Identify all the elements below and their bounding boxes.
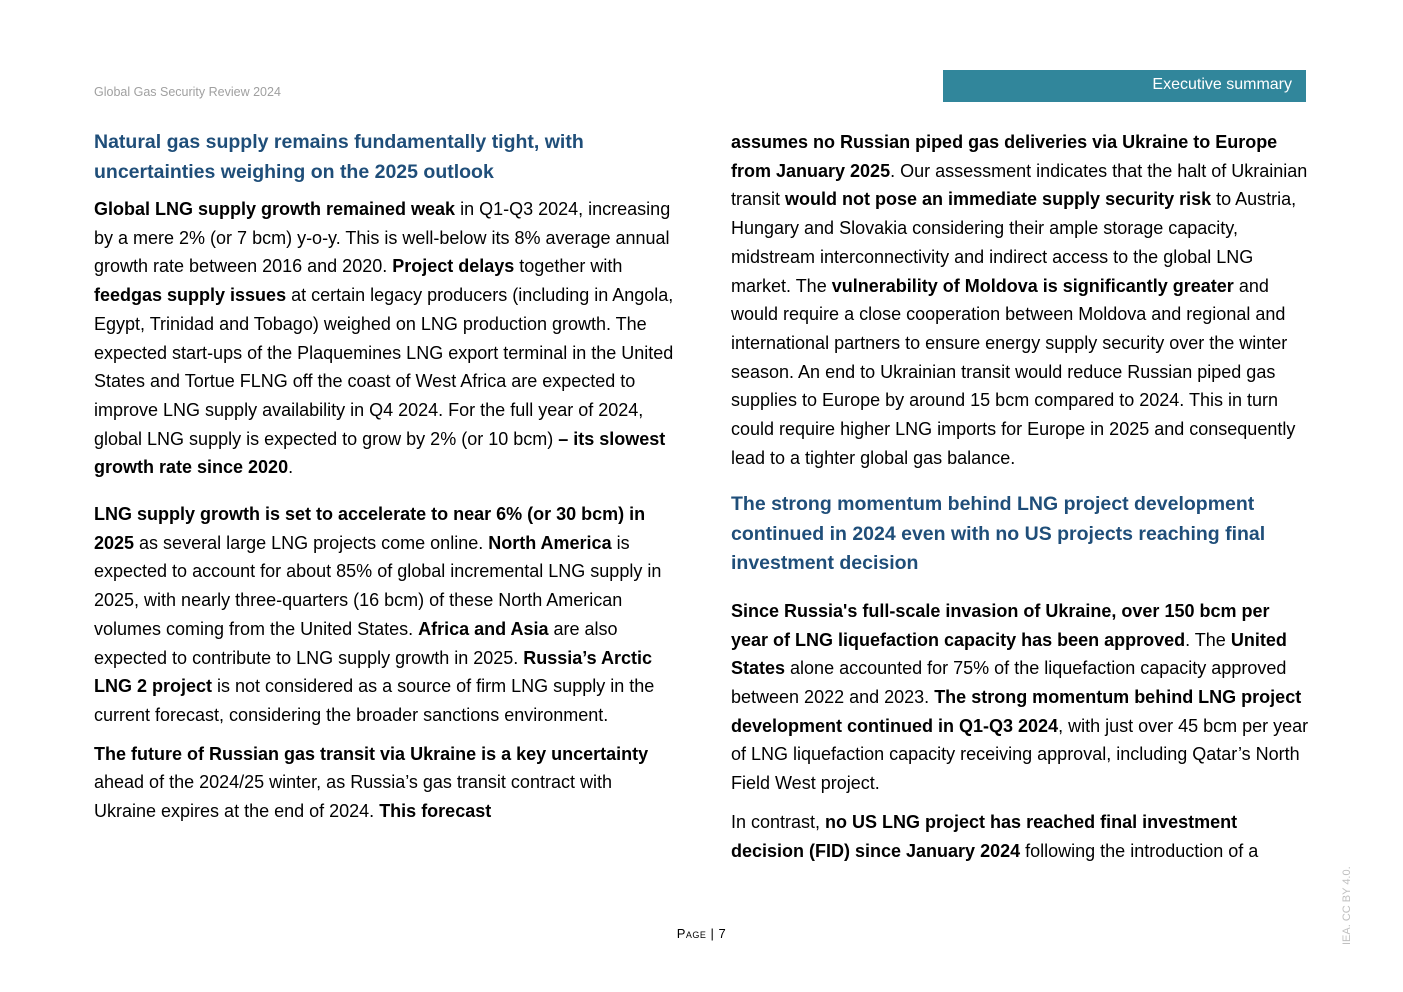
- bold-text: United States: [731, 629, 1287, 679]
- bold-text: Project delays: [392, 256, 515, 277]
- body-text: at certain legacy producers (including in Angola, Egypt, Trinidad and Tobago) weighed on LNG production growth. The expected start-ups of the Plaquemines LNG export terminal in the United States and Tortue FLNG off the coast of West Africa are expected to improve LNG supply availability in Q4 2024. For the full year of 2024, global LNG supply is expected to grow by 2% (or 10 bcm): [94, 285, 674, 449]
- body-text: is expected to account for about 85% of global incremental LNG supply in 2025, with nearly three-quarters (16 bcm) of these North American volumes coming from the United States.: [94, 532, 662, 639]
- left-column: [94, 128, 674, 836]
- bold-text: feedgas supply issues: [94, 285, 287, 306]
- page-number: 7: [718, 926, 727, 941]
- paragraph-liquefaction-capacity: [731, 597, 1311, 798]
- page-label: Page: [676, 926, 707, 941]
- bold-text: This forecast: [379, 801, 492, 822]
- license-note: IEA. CC BY 4.0.: [1341, 866, 1353, 945]
- body-text: alone accounted for 75% of the liquefaction capacity approved between 2022 and 2023.: [731, 658, 1287, 708]
- body-text: . Our assessment indicates that the halt of Ukrainian transit: [731, 160, 1308, 210]
- bold-text: Africa and Asia: [418, 618, 549, 639]
- bold-text: Since Russia's full-scale invasion of Ukraine, over 150 bcm per year of LNG liquefaction capacity has been approved: [731, 600, 1270, 650]
- paragraph-ukraine-transit: [94, 740, 674, 826]
- paragraph-lng-supply-2024: [94, 195, 674, 482]
- bold-text: assumes no Russian piped gas deliveries via Ukraine to Europe from January 2025: [731, 132, 1278, 181]
- page-footer: [0, 926, 1403, 941]
- section-heading: Natural gas supply remains fundamentally tight, with uncertainties weighing on the 2025 outlook: [94, 131, 584, 183]
- bold-text: Russia’s Arctic LNG 2 project: [94, 647, 652, 697]
- body-text: , with just over 45 bcm per year of LNG liquefaction capacity receiving approval, including Qatar’s North Field West project.: [731, 715, 1309, 794]
- section-banner: Executive summary: [943, 70, 1306, 102]
- bold-text: vulnerability of Moldova is significantly greater: [831, 275, 1234, 296]
- body-text: together with: [514, 256, 623, 277]
- body-text: and would require a close cooperation between Moldova and regional and international partners to ensure energy supply security over the winter season. An end to Ukrainian transit would reduce Russian piped gas supplies to Europe by around 15 bcm compared to 2024. This in turn could require higher LNG imports for Europe in 2025 and consequently lead to a tighter global gas balance.: [731, 275, 1296, 468]
- bold-text: no US LNG project has reached final investment decision (FID) since January 2024: [731, 811, 1238, 861]
- body-text: are also expected to contribute to LNG supply growth in 2025.: [94, 618, 618, 668]
- paragraph-us-fid: [731, 808, 1311, 865]
- body-text: In contrast,: [731, 811, 826, 832]
- body-text: is not considered as a source of firm LNG supply in the current forecast, considering the broader sanctions environment.: [94, 676, 655, 725]
- right-column: [731, 128, 1311, 875]
- body-text: as several large LNG projects come online.: [134, 532, 489, 553]
- publication-title: Global Gas Security Review 2024: [94, 85, 281, 99]
- bold-text: Global LNG supply growth remained weak: [94, 199, 456, 219]
- body-text: ahead of the 2024/25 winter, as Russia’s gas transit contract with Ukraine expires at the end of 2024.: [94, 772, 612, 822]
- body-text: in Q1-Q3 2024, increasing by a mere 2% (or 7 bcm) y-o-y. This is well-below its 8% average annual growth rate between 2016 and 2020.: [94, 199, 671, 277]
- body-text: .: [288, 457, 294, 478]
- paragraph-lng-supply-2025: [94, 500, 674, 730]
- bold-text: LNG supply growth is set to accelerate to near 6% (or 30 bcm) in 2025: [94, 504, 646, 553]
- bold-text: – its slowest growth rate since 2020: [94, 428, 666, 478]
- body-text: . The: [1185, 629, 1231, 650]
- bold-text: The strong momentum behind LNG project development continued in Q1-Q3 2024: [731, 687, 1302, 736]
- bold-text: North America: [488, 532, 612, 553]
- page-separator: |: [706, 926, 719, 941]
- paragraph-ukraine-transit-continued: [731, 128, 1311, 472]
- bold-text: would not pose an immediate supply security risk: [785, 189, 1212, 210]
- body-text: to Austria, Hungary and Slovakia considering their ample storage capacity, midstream interconnectivity and indirect access to the global LNG market. The: [731, 189, 1297, 296]
- bold-text: The future of Russian gas transit via Ukraine is a key uncertainty: [94, 743, 649, 764]
- section-heading: The strong momentum behind LNG project development continued in 2024 even with no US projects reaching final investment decision: [731, 493, 1266, 575]
- body-text: following the introduction of a: [1020, 840, 1259, 861]
